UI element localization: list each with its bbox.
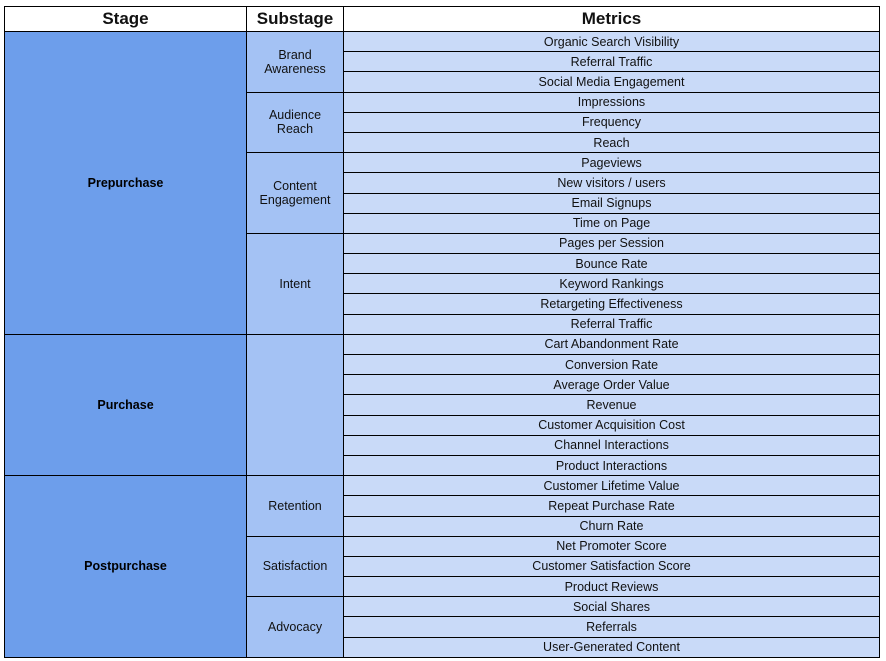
metric-cell: Time on Page: [344, 213, 880, 233]
metric-cell: Customer Lifetime Value: [344, 476, 880, 496]
stage-cell: Purchase: [5, 334, 247, 475]
header-stage: Stage: [5, 7, 247, 32]
metric-cell: Social Media Engagement: [344, 72, 880, 92]
header-row: [5, 7, 880, 32]
stage-cell: Postpurchase: [5, 476, 247, 658]
metric-cell: Net Promoter Score: [344, 536, 880, 556]
metric-cell: User-Generated Content: [344, 637, 880, 657]
metric-cell: Channel Interactions: [344, 435, 880, 455]
metric-cell: Social Shares: [344, 597, 880, 617]
metric-cell: Revenue: [344, 395, 880, 415]
metric-cell: Reach: [344, 132, 880, 152]
metric-cell: Cart Abandonment Rate: [344, 334, 880, 354]
table-row: [5, 32, 880, 52]
metric-cell: Pages per Session: [344, 233, 880, 253]
metric-cell: Email Signups: [344, 193, 880, 213]
stage-cell: Prepurchase: [5, 32, 247, 335]
metric-cell: Customer Satisfaction Score: [344, 556, 880, 576]
metric-cell: Impressions: [344, 92, 880, 112]
substage-cell: Intent: [247, 233, 344, 334]
metric-cell: Product Reviews: [344, 577, 880, 597]
metric-cell: Product Interactions: [344, 455, 880, 475]
metric-cell: Referral Traffic: [344, 52, 880, 72]
metric-cell: Conversion Rate: [344, 355, 880, 375]
metric-cell: Churn Rate: [344, 516, 880, 536]
substage-cell: Brand Awareness: [247, 32, 344, 93]
metrics-table: [4, 6, 880, 658]
substage-cell: Satisfaction: [247, 536, 344, 597]
metric-cell: Repeat Purchase Rate: [344, 496, 880, 516]
metric-cell: New visitors / users: [344, 173, 880, 193]
substage-cell: Retention: [247, 476, 344, 537]
substage-cell: [247, 334, 344, 475]
metric-cell: Organic Search Visibility: [344, 32, 880, 52]
metric-cell: Pageviews: [344, 153, 880, 173]
substage-cell: Advocacy: [247, 597, 344, 658]
metric-cell: Referrals: [344, 617, 880, 637]
metric-cell: Keyword Rankings: [344, 274, 880, 294]
substage-cell: Content Engagement: [247, 153, 344, 234]
header-substage: Substage: [247, 7, 344, 32]
metric-cell: Frequency: [344, 112, 880, 132]
substage-cell: Audience Reach: [247, 92, 344, 153]
table-row: [5, 334, 880, 354]
metric-cell: Referral Traffic: [344, 314, 880, 334]
metric-cell: Retargeting Effectiveness: [344, 294, 880, 314]
metric-cell: Customer Acquisition Cost: [344, 415, 880, 435]
metric-cell: Average Order Value: [344, 375, 880, 395]
table-row: [5, 476, 880, 496]
header-metrics: Metrics: [344, 7, 880, 32]
metric-cell: Bounce Rate: [344, 254, 880, 274]
